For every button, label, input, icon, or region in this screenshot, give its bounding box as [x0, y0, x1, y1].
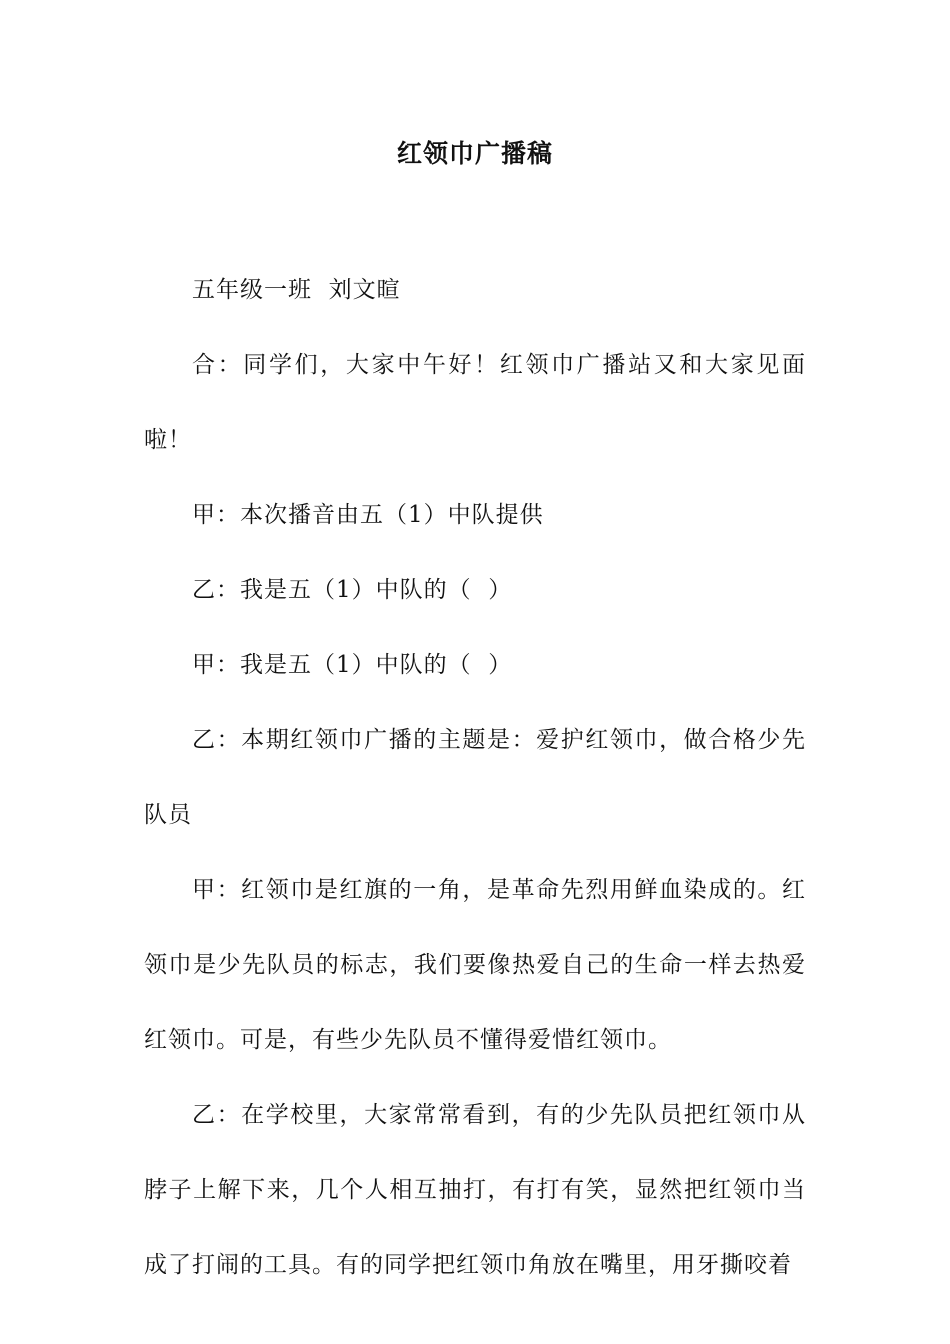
paragraph-provider: 甲：本次播音由五（1）中队提供	[192, 502, 544, 528]
author-line: 五年级一班 刘文暄	[192, 277, 401, 303]
paragraph-school-behavior: 乙：在学校里，大家常常看到，有的少先队员把红领巾从脖子上解下来，几个人相互抽打，有打有笑，显然把红领巾当成了打闹的工具。有的同学把红领巾角放在嘴里，用牙撕咬着	[144, 1102, 806, 1278]
paragraph-theme: 乙：本期红领巾广播的主题是：爱护红领巾，做合格少先队员	[144, 727, 806, 828]
document-title: 红领巾广播稿	[396, 139, 553, 168]
paragraph-greeting: 合：同学们，大家中午好！红领巾广播站又和大家见面啦！	[144, 352, 806, 453]
paragraph-host-jia: 甲：我是五（1）中队的（ ）	[192, 652, 513, 678]
paragraph-red-scarf-meaning: 甲：红领巾是红旗的一角，是革命先烈用鲜血染成的。红领巾是少先队员的标志，我们要像热爱自己的生命一样去热爱红领巾。可是，有些少先队员不懂得爱惜红领巾。	[144, 877, 806, 1053]
document-body	[144, 253, 806, 1303]
paragraph-host-yi: 乙：我是五（1）中队的（ ）	[192, 577, 513, 603]
